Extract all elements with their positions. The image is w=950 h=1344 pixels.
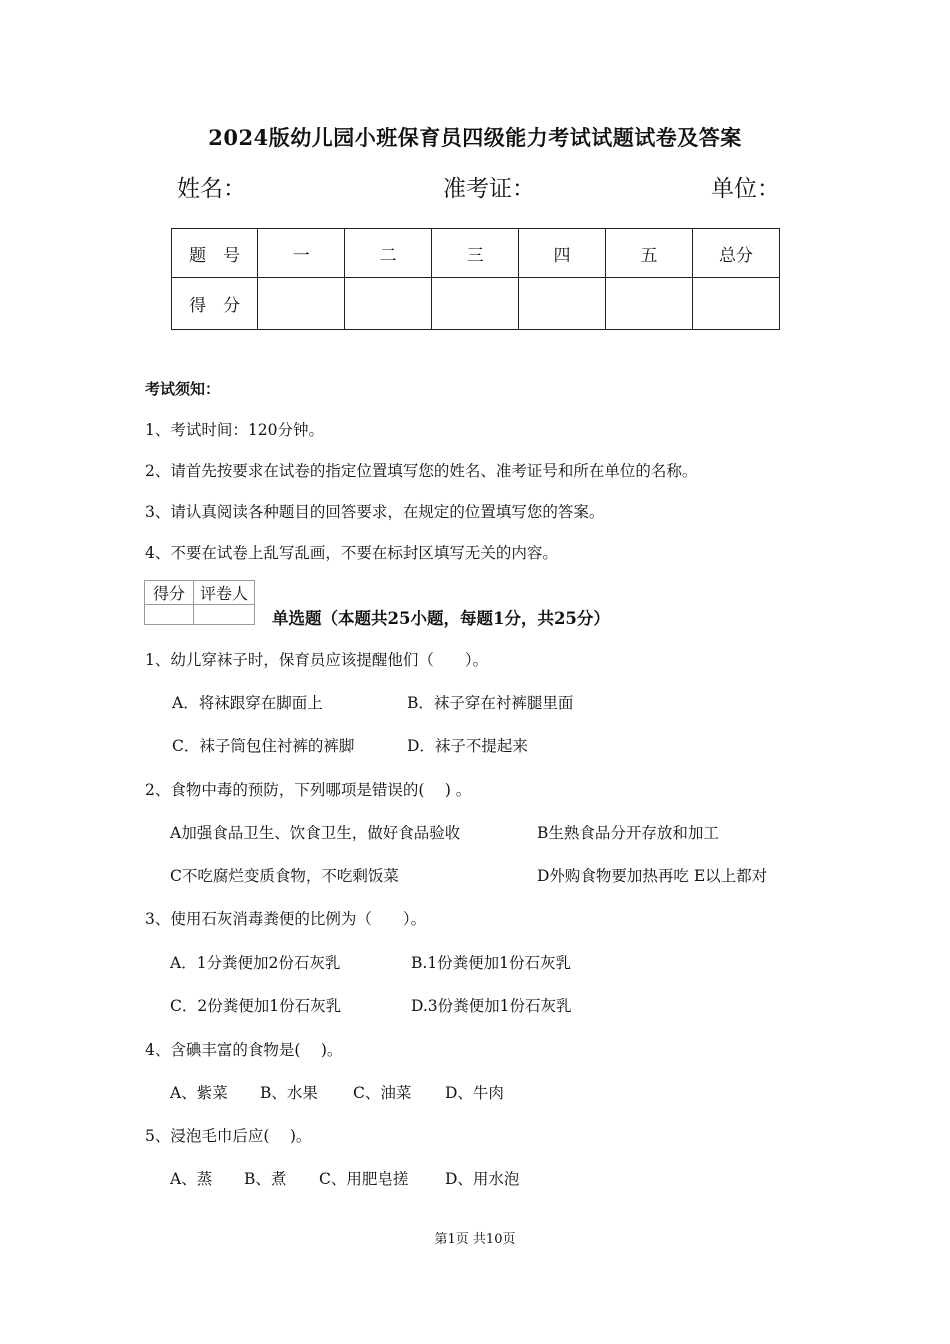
document-title: 2024版幼儿园小班保育员四级能力考试试题试卷及答案 (208, 125, 742, 150)
score-table-score-row (172, 278, 780, 330)
question-option: D外购食物要加热再吃 E以上都对 (537, 867, 768, 885)
score-table-header-cell: 题 号 (172, 229, 258, 278)
score-cell[interactable] (432, 278, 519, 330)
question-option: D、牛肉 (445, 1084, 504, 1102)
grader-name-label: 评卷人 (194, 581, 255, 605)
notes-item: 4、不要在试卷上乱写乱画，不要在标封区填写无关的内容。 (145, 544, 558, 562)
question-option: A．1分粪便加2份石灰乳 (170, 954, 341, 972)
score-cell[interactable] (519, 278, 606, 330)
score-row-label: 得 分 (172, 278, 258, 330)
question-text: 5、浸泡毛巾后应( )。 (145, 1127, 312, 1145)
score-table-header-cell: 二 (345, 229, 432, 278)
notes-item: 3、请认真阅读各种题目的回答要求，在规定的位置填写您的答案。 (145, 503, 605, 521)
question-option: A、蒸 (170, 1170, 213, 1188)
question-option: B、煮 (244, 1170, 287, 1188)
question-text: 2、食物中毒的预防，下列哪项是错误的( ) 。 (145, 781, 472, 799)
question-option: B．袜子穿在衬裤腿里面 (407, 694, 574, 712)
question-option: C不吃腐烂变质食物，不吃剩饭菜 (170, 867, 399, 885)
score-cell[interactable] (345, 278, 432, 330)
score-table-header-cell: 总分 (692, 229, 779, 278)
question-option: B生熟食品分开存放和加工 (537, 824, 719, 842)
question-text: 3、使用石灰消毒粪便的比例为（ ）。 (145, 910, 427, 928)
grader-name-cell[interactable] (194, 605, 255, 625)
grader-score-label: 得分 (145, 581, 194, 605)
score-table-header-cell: 五 (606, 229, 693, 278)
notes-item: 1、考试时间：120分钟。 (145, 421, 324, 439)
notes-item: 2、请首先按要求在试卷的指定位置填写您的姓名、准考证号和所在单位的名称。 (145, 462, 698, 480)
question-option: D.3份粪便加1份石灰乳 (411, 997, 572, 1015)
question-option: A．将袜跟穿在脚面上 (172, 694, 323, 712)
question-option: B、水果 (260, 1084, 318, 1102)
grader-box (144, 580, 255, 625)
unit-label: 单位： (711, 176, 780, 202)
question-option: A、紫菜 (170, 1084, 228, 1102)
question-option: D、用水泡 (445, 1170, 520, 1188)
question-option: C．2份粪便加1份石灰乳 (170, 997, 342, 1015)
score-table-header-cell: 三 (432, 229, 519, 278)
question-text: 4、含碘丰富的食物是( )。 (145, 1041, 343, 1059)
score-table (171, 228, 780, 330)
exam-number-label: 准考证： (443, 176, 535, 202)
question-option: C、油菜 (353, 1084, 412, 1102)
notes-title: 考试须知： (145, 380, 221, 398)
question-option: C、用肥皂搓 (319, 1170, 409, 1188)
score-cell[interactable] (692, 278, 779, 330)
grader-score-cell[interactable] (145, 605, 194, 625)
name-label: 姓名： (177, 176, 246, 202)
question-option: D．袜子不提起来 (407, 737, 528, 755)
question-text: 1、幼儿穿袜子时，保育员应该提醒他们（ ）。 (145, 651, 489, 669)
question-option: B.1份粪便加1份石灰乳 (411, 954, 572, 972)
score-table-header-cell: 一 (258, 229, 345, 278)
score-table-header-row (172, 229, 780, 278)
question-option: C．袜子筒包住衬裤的裤脚 (172, 737, 355, 755)
page-footer: 第1页 共10页 (434, 1232, 516, 1247)
question-option: A加强食品卫生、饮食卫生，做好食品验收 (170, 824, 461, 842)
score-cell[interactable] (606, 278, 693, 330)
section-title: 单选题（本题共25小题，每题1分，共25分） (272, 609, 610, 628)
score-cell[interactable] (258, 278, 345, 330)
score-table-header-cell: 四 (519, 229, 606, 278)
